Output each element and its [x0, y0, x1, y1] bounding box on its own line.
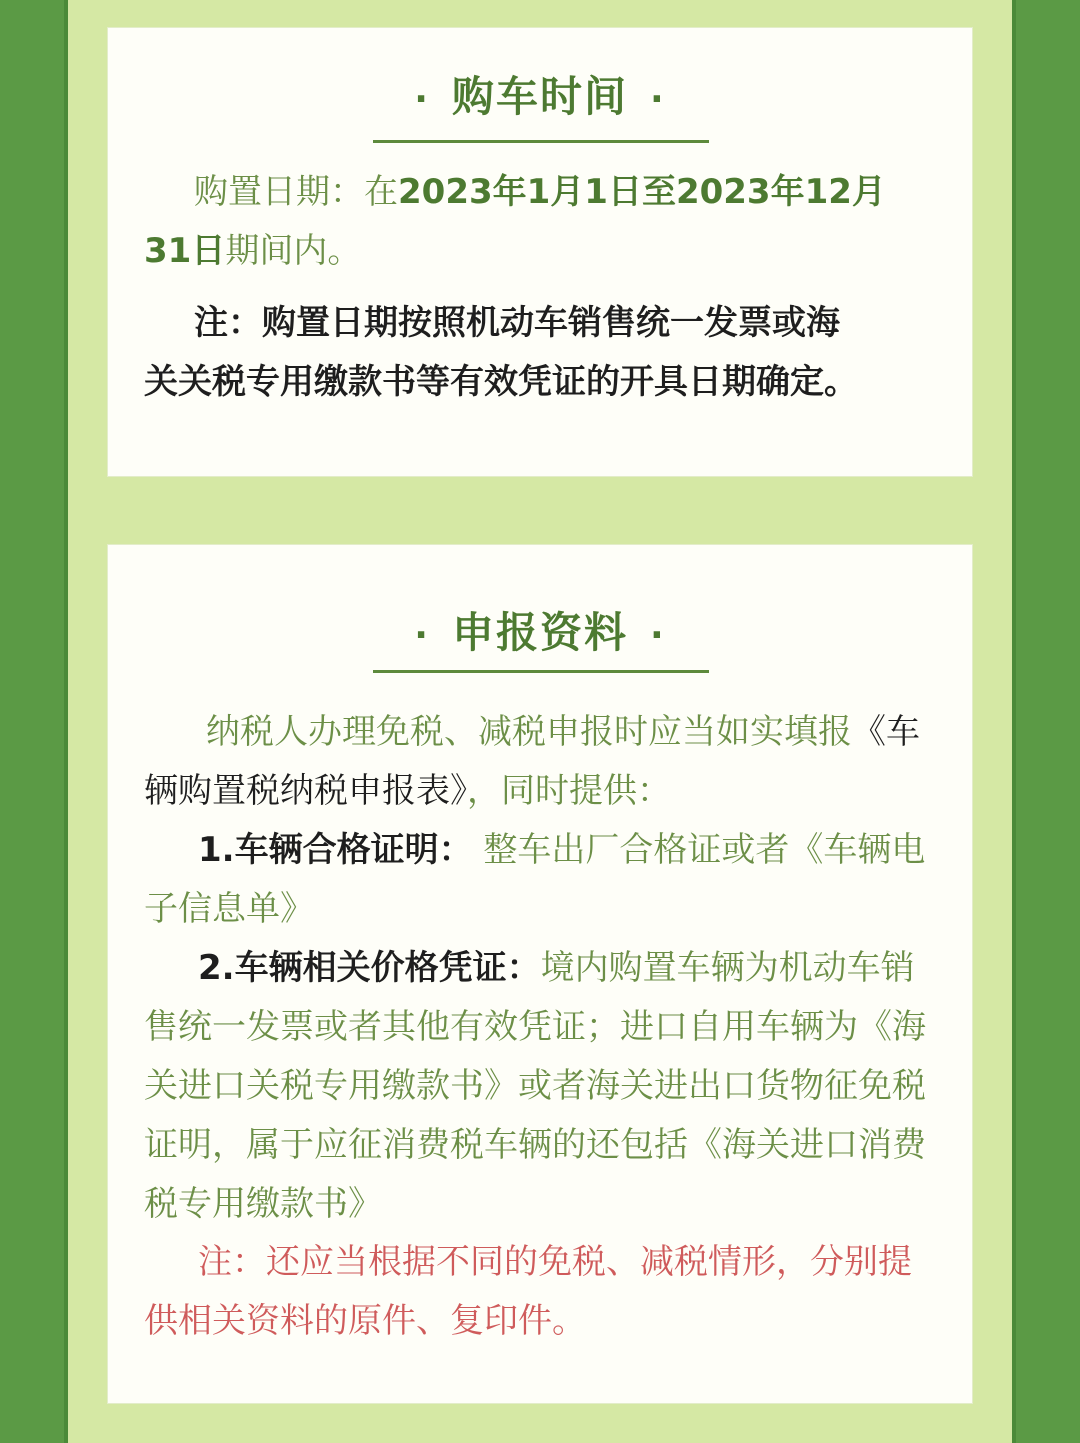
purchase-note-paragraph: 注：购置日期按照机动车销售统一发票或海 关关税专用缴款书等有效凭证的开具日期确定。	[144, 303, 858, 402]
title-text: 申报资料	[451, 608, 628, 657]
card-title: · 申报资料 ·	[414, 608, 666, 657]
purchase-time-card	[108, 28, 972, 476]
title-text: 购车时间	[451, 72, 628, 121]
left-border-strip	[0, 0, 68, 1443]
materials-note-paragraph: 注：还应当根据不同的免税、减税情形，分别提 供相关资料的原件、复印件。	[144, 1242, 912, 1341]
item1-paragraph: 1.车辆合格证明： 整车出厂合格证或者《车辆电 子信息单》	[144, 830, 926, 929]
declaration-materials-card	[108, 545, 972, 1403]
right-border-strip	[1012, 0, 1080, 1443]
item2-paragraph: 2.车辆相关价格凭证：境内购置车辆为机动车销 售统一发票或者其他有效凭证；进口自用车辆为《海 关进口关税专用缴款书》或者海关进出口货物征免税 证明，属于应征消费税车辆的还包括《海关进口消费 税专用缴款书》	[144, 948, 926, 1224]
intro-paragraph: 纳税人办理免税、减税申报时应当如实填报《车 辆购置税纳税申报表》，同时提供：	[144, 712, 920, 811]
purchase-date-paragraph: 购置日期：在2023年1月1日至2023年12月 31日期间内。	[144, 172, 886, 271]
card-title: · 购车时间 ·	[414, 72, 666, 121]
title-divider	[373, 140, 709, 143]
title-divider	[373, 670, 709, 673]
